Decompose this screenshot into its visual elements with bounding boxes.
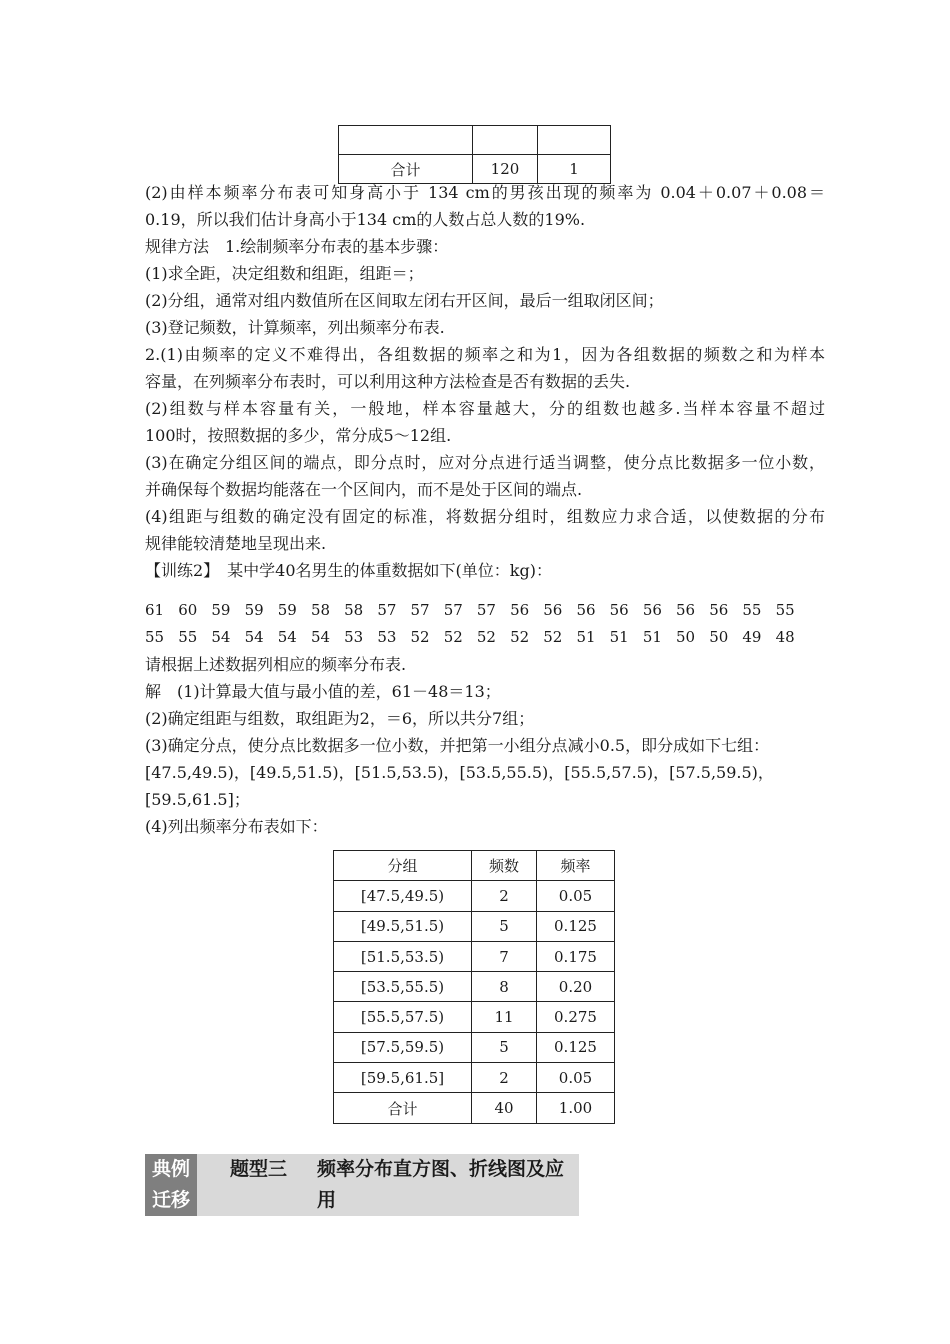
- weight-value: 53: [377, 628, 397, 646]
- weight-value: 50: [709, 628, 729, 646]
- weight-value: 57: [410, 601, 430, 619]
- table-cell: 7: [472, 941, 537, 971]
- table-header-row: [334, 851, 615, 881]
- weight-value: 58: [310, 601, 331, 619]
- weight-value: 55: [742, 601, 762, 619]
- table-cell: 120: [473, 155, 538, 184]
- paragraph-line: 容量，在列频率分布表时，可以利用这种方法检查是否有数据的丢失.: [145, 372, 631, 391]
- section-tag-line: 迁移: [151, 1189, 190, 1211]
- table-cell: 11: [472, 1002, 537, 1032]
- table-cell: 5: [472, 911, 537, 941]
- weight-value: 56: [576, 601, 596, 619]
- paragraph-line: (1)求全距，决定组数和组距，组距＝；: [145, 264, 424, 283]
- table-row: [334, 911, 615, 941]
- weight-value: 56: [543, 601, 563, 619]
- section-tag-line: 典例: [151, 1158, 190, 1180]
- weight-value: 54: [310, 628, 331, 646]
- table-cell: [49.5,51.5): [334, 911, 472, 941]
- table-cell: [53.5,55.5): [334, 972, 472, 1002]
- section-title: 频率分布直方图、折线图及应用: [317, 1158, 565, 1211]
- weight-value: 57: [377, 601, 397, 619]
- weight-value: 59: [277, 601, 297, 619]
- weight-value: 53: [344, 628, 364, 646]
- table-row: [334, 1063, 615, 1093]
- table-row: [339, 126, 611, 155]
- table-cell: [47.5,49.5): [334, 881, 472, 911]
- weight-value: 61: [145, 601, 165, 619]
- table-cell: [55.5,57.5): [334, 1002, 472, 1032]
- exercise-heading: 【训练2】 某中学40名男生的体重数据如下(单位：kg)：: [145, 561, 552, 580]
- weight-value: 56: [609, 601, 629, 619]
- paragraph-line: (4)组距与组数的确定没有固定的标准，将数据分组时，组数应力求合适，以使数据的分布: [145, 507, 825, 526]
- table-cell: 0.275: [537, 1002, 615, 1032]
- table-cell: 2: [472, 881, 537, 911]
- section-tag: [145, 1154, 197, 1216]
- table-cell: 0.125: [537, 911, 615, 941]
- weight-value: 59: [244, 601, 264, 619]
- paragraph-line: 100时，按照数据的多少，常分成5～12组.: [145, 426, 452, 445]
- paragraph-line: (4)列出频率分布表如下：: [145, 817, 328, 836]
- paragraph-line: (2)分组，通常对组内数值所在区间取左闭右开区间，最后一组取闭区间；: [145, 291, 664, 310]
- paragraph-line: 请根据上述数据列相应的频率分布表.: [145, 655, 407, 674]
- column-header: 频数: [472, 851, 537, 881]
- table-cell: 0.175: [537, 941, 615, 971]
- weight-value: 57: [476, 601, 496, 619]
- weight-value: 51: [576, 628, 596, 646]
- weight-value: 56: [709, 601, 729, 619]
- column-header: 分组: [334, 851, 472, 881]
- paragraph-line: 规律能较清楚地呈现出来.: [145, 534, 327, 553]
- paragraph-line: 0.19，所以我们估计身高小于134 cm的人数占总人数的19%.: [145, 210, 586, 229]
- table-row: [334, 1032, 615, 1062]
- paragraph-line: (3)确定分点，使分点比数据多一位小数，并把第一小组分点减小0.5，即分成如下七组：: [145, 736, 770, 755]
- table-cell: 1: [538, 155, 611, 184]
- weight-value: 54: [211, 628, 231, 646]
- weight-data-row: [145, 624, 809, 651]
- weight-value: 55: [145, 628, 165, 646]
- paragraph-line: 解 (1)计算最大值与最小值的差，61－48＝13；: [145, 682, 501, 701]
- weight-value: 52: [410, 628, 430, 646]
- paragraph-line: (2)组数与样本容量有关，一般地，样本容量越大，分的组数也越多.当样本容量不超过: [145, 399, 825, 418]
- table-cell: 0.05: [537, 1063, 615, 1093]
- table-row: [334, 881, 615, 911]
- paragraph-line: 2.(1)由频率的定义不难得出，各组数据的频率之和为1，因为各组数据的频数之和为样本: [145, 345, 825, 364]
- weight-value: 50: [676, 628, 696, 646]
- table-row-total: [334, 1093, 615, 1123]
- frequency-table-tail: [338, 125, 611, 184]
- weight-value: 52: [476, 628, 496, 646]
- section-banner: [145, 1154, 579, 1216]
- section-type-label: 题型三: [230, 1158, 288, 1180]
- weight-value: 48: [775, 628, 795, 646]
- table-cell: 0.05: [537, 881, 615, 911]
- table-cell: [473, 126, 538, 155]
- weight-value: 52: [510, 628, 530, 646]
- table-cell: 40: [472, 1093, 537, 1123]
- weight-value: 54: [244, 628, 264, 646]
- frequency-distribution-table: [333, 850, 615, 1124]
- weight-value: 55: [178, 628, 198, 646]
- weight-value: 57: [443, 601, 463, 619]
- body-text: [145, 179, 825, 584]
- table-cell: [538, 126, 611, 155]
- table-cell: [57.5,59.5): [334, 1032, 472, 1062]
- weight-value: 56: [510, 601, 530, 619]
- weight-value: 56: [676, 601, 696, 619]
- solution-text: [145, 651, 825, 840]
- weight-value: 55: [775, 601, 795, 619]
- table-cell: 5: [472, 1032, 537, 1062]
- weight-data-row: [145, 597, 809, 624]
- paragraph-line: (3)登记频数，计算频率，列出频率分布表.: [145, 318, 445, 337]
- column-header: 频率: [537, 851, 615, 881]
- table-cell: [59.5,61.5]: [334, 1063, 472, 1093]
- paragraph-line: (2)由样本频率分布表可知身高小于 134 cm的男孩出现的频率为 0.04＋0.07＋0.08＝: [145, 183, 825, 202]
- weight-value: 52: [543, 628, 563, 646]
- table-cell: 0.20: [537, 972, 615, 1002]
- weight-value: 54: [277, 628, 297, 646]
- weight-value: 56: [642, 601, 662, 619]
- table-row: [334, 941, 615, 971]
- paragraph-line: 规律方法 1.绘制频率分布表的基本步骤：: [145, 237, 449, 256]
- table-row: [334, 1002, 615, 1032]
- table-cell: 8: [472, 972, 537, 1002]
- table-cell: 2: [472, 1063, 537, 1093]
- table-cell: [51.5,53.5): [334, 941, 472, 971]
- paragraph-line: [59.5,61.5]；: [145, 790, 250, 809]
- weight-value: 49: [742, 628, 762, 646]
- table-cell: 合计: [334, 1093, 472, 1123]
- weight-value: 52: [443, 628, 463, 646]
- paragraph-line: 并确保每个数据均能落在一个区间内，而不是处于区间的端点.: [145, 480, 583, 499]
- table-row: [334, 972, 615, 1002]
- weight-value: 59: [211, 601, 231, 619]
- weight-value: 51: [642, 628, 662, 646]
- weight-value: 51: [609, 628, 629, 646]
- paragraph-line: [47.5,49.5)，[49.5,51.5)，[51.5,53.5)，[53.5,55.5)，[55.5,57.5)，[57.5,59.5)，: [145, 763, 774, 782]
- table-cell: 0.125: [537, 1032, 615, 1062]
- table-cell: 合计: [339, 155, 473, 184]
- table-cell: [339, 126, 473, 155]
- paragraph-line: (3)在确定分组区间的端点，即分点时，应对分点进行适当调整，使分点比数据多一位小数，: [145, 453, 825, 472]
- table-cell: 1.00: [537, 1093, 615, 1123]
- weight-value: 60: [178, 601, 198, 619]
- paragraph-line: (2)确定组距与组数，取组距为2，＝6，所以共分7组；: [145, 709, 535, 728]
- weight-value: 58: [344, 601, 364, 619]
